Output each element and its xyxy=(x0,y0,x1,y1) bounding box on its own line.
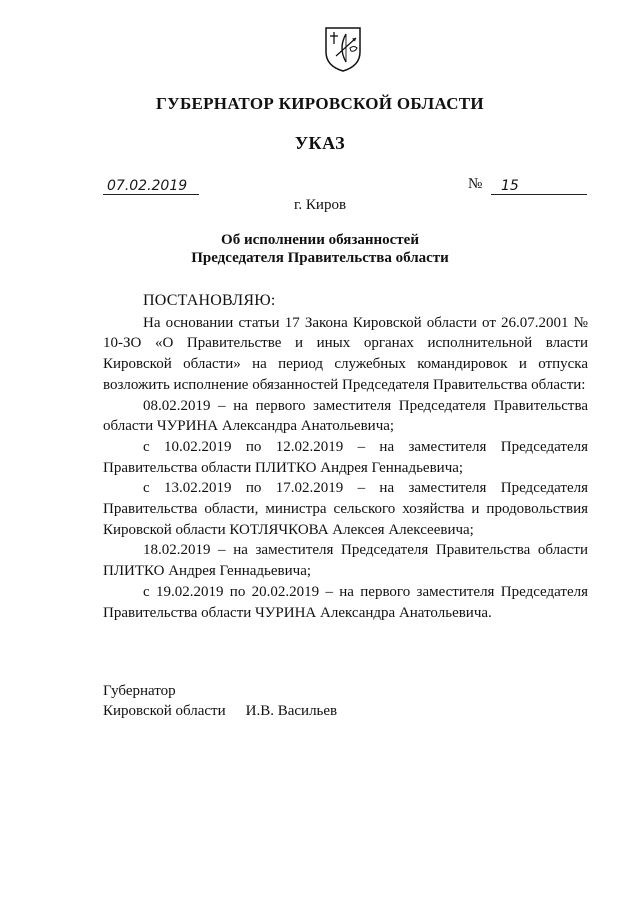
decree-date: 07.02.2019 xyxy=(103,178,199,195)
decree-body xyxy=(103,291,588,623)
paragraph-item: 18.02.2019 – на заместителя Председателя Правительства области ПЛИТКО Андрея Геннадьевича; xyxy=(103,542,588,580)
decree-number: 15 xyxy=(491,178,587,195)
city-label: г. Киров xyxy=(293,197,347,213)
paragraph-item: с 13.02.2019 по 17.02.2019 – на заместителя Председателя Правительства области, министра сельского хозяйства и продовольствия Кировской области КОТЛЯЧКОВА Алексея Алексеевича; xyxy=(103,480,588,538)
paragraph-preamble: На основании статьи 17 Закона Кировской области от 26.07.2001 № 10-ЗО «О Правительстве и иных органах исполнительной власти Кировской области» на период служебных командировок и отпуска возложить исполнение обязанностей Председателя Правительства области: xyxy=(103,314,588,393)
paragraph-item: с 10.02.2019 по 12.02.2019 – на заместителя Председателя Правительства области ПЛИТКО Андрея Геннадьевича; xyxy=(103,438,588,476)
governor-title: ГУБЕРНАТОР КИРОВСКОЙ ОБЛАСТИ xyxy=(156,94,484,113)
paragraph-item: 08.02.2019 – на первого заместителя Председателя Правительства области ЧУРИНА Александра Анатольевича; xyxy=(103,397,588,435)
signature-block xyxy=(103,681,337,721)
signatory-position-line-1: Губернатор xyxy=(103,683,176,699)
signatory-name: И.В. Васильев xyxy=(245,703,338,719)
decree-subject xyxy=(0,231,640,267)
resolve-word: ПОСТАНОВЛЯЮ: xyxy=(143,292,276,309)
signatory-position-line-2: Кировской области xyxy=(103,703,226,719)
subject-line-1: Об исполнении обязанностей xyxy=(221,232,419,248)
subject-line-2: Председателя Правительства области xyxy=(191,250,449,266)
number-label: № xyxy=(468,176,483,192)
document-type-title: УКАЗ xyxy=(294,133,346,153)
paragraph-item: с 19.02.2019 по 20.02.2019 – на первого заместителя Председателя Правительства области ЧУРИНА Александра Анатольевича. xyxy=(103,583,588,621)
coat-of-arms-emblem xyxy=(324,26,362,72)
